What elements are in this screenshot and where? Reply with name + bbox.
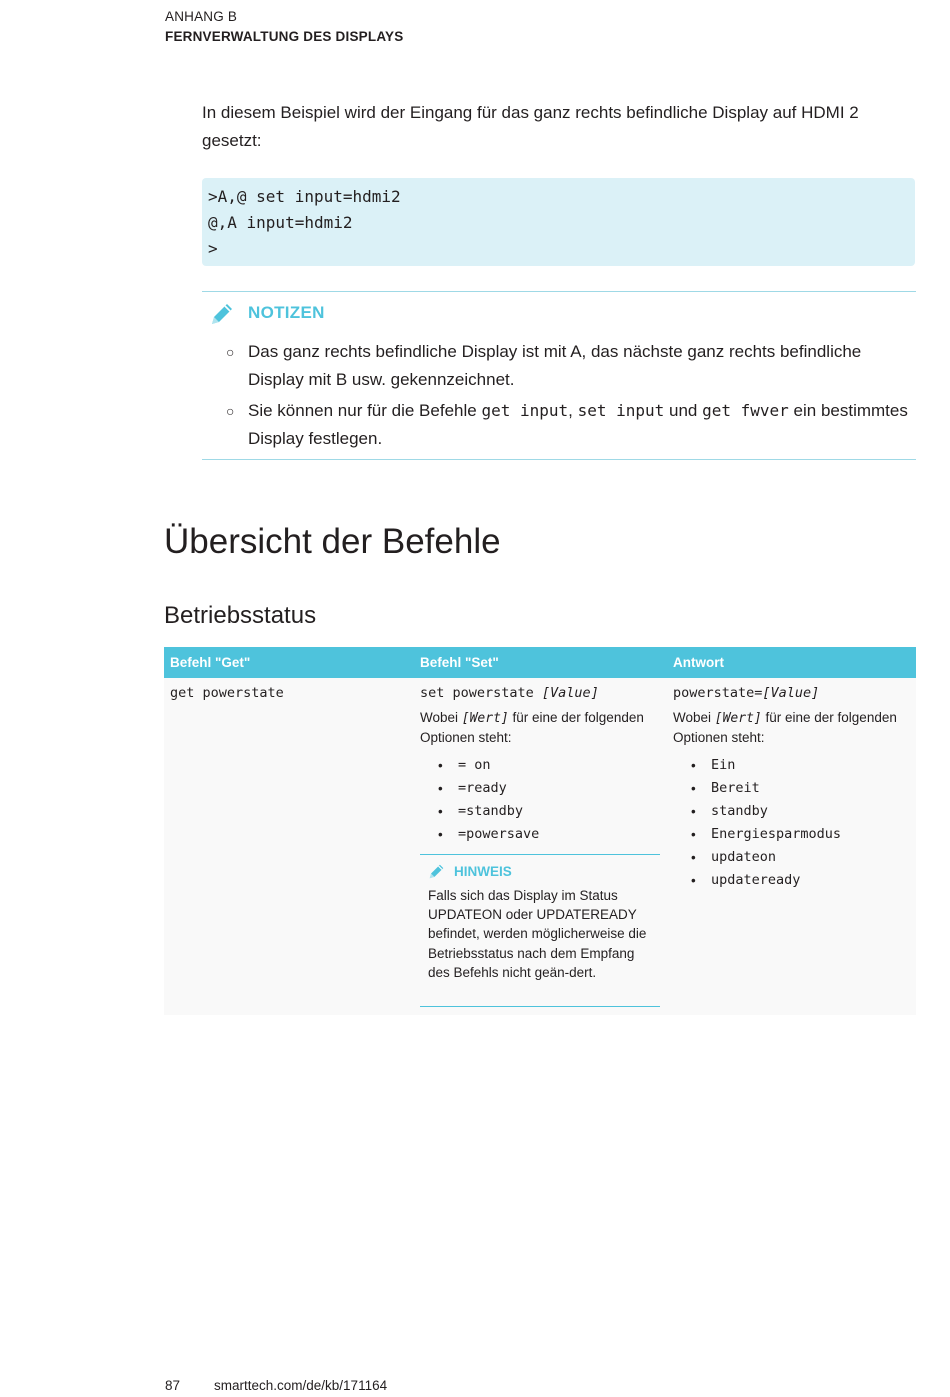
note-text-pre: Sie können nur für die Befehle bbox=[248, 401, 482, 420]
pencil-icon bbox=[427, 862, 446, 881]
code-line: > bbox=[208, 239, 218, 258]
set-options-list bbox=[420, 756, 539, 848]
list-item bbox=[202, 338, 916, 394]
table-row bbox=[164, 678, 916, 1015]
inline-code: get fwver bbox=[702, 401, 789, 420]
column-header-get: Befehl "Get" bbox=[170, 655, 251, 670]
hint-title: HINWEIS bbox=[454, 864, 512, 879]
desc-pre: Wobei bbox=[673, 710, 715, 725]
notes-box bbox=[202, 291, 916, 460]
answer-command-text: powerstate= bbox=[673, 685, 763, 701]
notes-title: NOTIZEN bbox=[248, 303, 325, 322]
desc-post: für eine der folgenden Optionen steht: bbox=[420, 710, 644, 745]
option-value: Energiesparmodus bbox=[711, 826, 842, 842]
option-value: Bereit bbox=[711, 780, 760, 796]
option-value: standby bbox=[711, 803, 768, 819]
set-description bbox=[420, 708, 660, 747]
circle-bullet-icon: ○ bbox=[226, 403, 235, 419]
bullet-icon: • bbox=[691, 827, 696, 842]
set-command bbox=[420, 685, 599, 701]
note-text-post: ein bestimmtes Display festlegen. bbox=[248, 401, 908, 448]
bullet-icon: • bbox=[691, 758, 696, 773]
note-text: Das ganz rechts befindliche Display ist mit A, das nächste ganz rechts befindliche Display mit B usw. gekennzeichnet. bbox=[248, 342, 862, 389]
note-text-sep: , bbox=[568, 401, 578, 420]
option-value: = on bbox=[458, 757, 491, 773]
hint-box bbox=[420, 854, 660, 1007]
bullet-icon: • bbox=[438, 758, 443, 773]
table-header bbox=[164, 647, 916, 678]
code-example bbox=[202, 178, 915, 266]
section-heading: Übersicht der Befehle bbox=[164, 522, 501, 561]
answer-options-list bbox=[673, 756, 841, 894]
desc-param: [Wert] bbox=[461, 711, 509, 726]
list-item bbox=[420, 779, 539, 802]
intro-paragraph: In diesem Beispiel wird der Eingang für das ganz rechts befindliche Display auf HDMI 2 gesetzt: bbox=[202, 103, 859, 150]
list-item bbox=[673, 848, 841, 871]
bullet-icon: • bbox=[691, 804, 696, 819]
bullet-icon: • bbox=[691, 781, 696, 796]
column-header-set: Befehl "Set" bbox=[420, 655, 499, 670]
desc-pre: Wobei bbox=[420, 710, 462, 725]
set-command-text: set powerstate bbox=[420, 685, 542, 701]
desc-post: für eine der folgenden Optionen steht: bbox=[673, 710, 897, 745]
footer-link[interactable]: smarttech.com/de/kb/171164 bbox=[214, 1378, 388, 1393]
notes-list bbox=[202, 338, 916, 456]
list-item bbox=[420, 802, 539, 825]
option-value: =ready bbox=[458, 780, 507, 796]
hint-text: Falls sich das Display im Status UPDATEON oder UPDATEREADY befindet, werden möglicherweise die Betriebsstatus nach dem Empfang des Befehls nicht geän-dert. bbox=[428, 888, 647, 980]
list-item bbox=[673, 825, 841, 848]
set-command-param: [Value] bbox=[541, 685, 599, 701]
desc-param: [Wert] bbox=[714, 711, 762, 726]
list-item bbox=[420, 756, 539, 779]
option-value: Ein bbox=[711, 757, 736, 773]
list-item bbox=[673, 871, 841, 894]
bullet-icon: • bbox=[691, 850, 696, 865]
list-item bbox=[673, 779, 841, 802]
page-number: 87 bbox=[165, 1378, 181, 1393]
list-item bbox=[202, 397, 916, 453]
answer-command bbox=[673, 685, 819, 701]
option-value: updateready bbox=[711, 872, 801, 888]
running-header-title: FERNVERWALTUNG DES DISPLAYS bbox=[165, 29, 404, 44]
running-header-chapter: ANHANG B bbox=[165, 9, 238, 24]
option-value: =powersave bbox=[458, 826, 540, 842]
code-line: >A,@ set input=hdmi2 bbox=[208, 187, 401, 206]
answer-command-param: [Value] bbox=[762, 685, 820, 701]
command-table bbox=[164, 647, 916, 1015]
circle-bullet-icon: ○ bbox=[226, 344, 235, 360]
bullet-icon: • bbox=[438, 804, 443, 819]
pencil-icon bbox=[208, 300, 236, 328]
option-value: updateon bbox=[711, 849, 777, 865]
bullet-icon: • bbox=[438, 781, 443, 796]
code-line: @,A input=hdmi2 bbox=[208, 213, 353, 232]
answer-description bbox=[673, 708, 913, 747]
list-item bbox=[420, 825, 539, 848]
bullet-icon: • bbox=[691, 873, 696, 888]
list-item bbox=[673, 802, 841, 825]
bullet-icon: • bbox=[438, 827, 443, 842]
inline-code: set input bbox=[577, 401, 665, 420]
get-command: get powerstate bbox=[170, 685, 284, 701]
note-text-sep: und bbox=[664, 401, 703, 420]
list-item bbox=[673, 756, 841, 779]
column-header-answer: Antwort bbox=[673, 655, 724, 670]
option-value: =standby bbox=[458, 803, 524, 819]
inline-code: get input bbox=[481, 401, 569, 420]
subsection-heading: Betriebsstatus bbox=[164, 602, 317, 629]
